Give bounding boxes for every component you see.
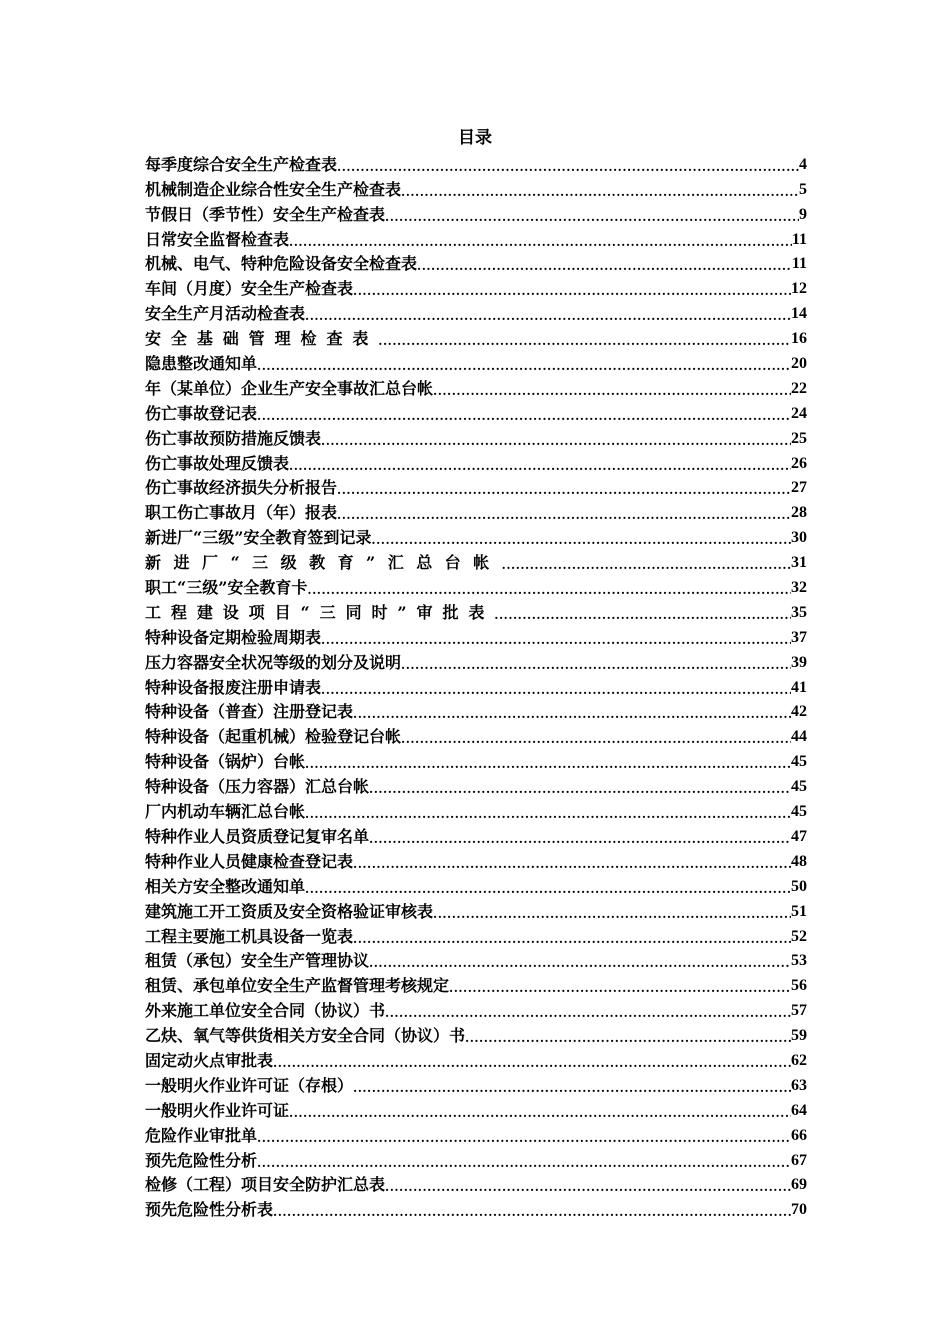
toc-entry[interactable] (145, 996, 807, 1021)
toc-entry[interactable] (145, 1146, 807, 1171)
dot-leader (353, 279, 791, 299)
toc-entry-label: 安全生产月活动检查表 (145, 304, 306, 324)
toc-entry-label: 职工伤亡事故月（年）报表 (145, 503, 338, 523)
dot-leader (353, 1076, 791, 1096)
toc-entry-label: 伤亡事故经济损失分析报告 (145, 478, 338, 498)
toc-entry-label: 每季度综合安全生产检查表 (145, 154, 338, 174)
toc-entry[interactable] (145, 250, 807, 275)
toc-entry-page-number: 42 (791, 703, 807, 721)
toc-entry-page-number: 51 (791, 902, 807, 920)
toc-entry-page-number: 45 (791, 753, 807, 771)
toc-entry-page-number: 57 (791, 1002, 807, 1020)
toc-entry-page-number: 25 (791, 429, 807, 447)
toc-entry[interactable] (145, 449, 807, 474)
toc-entry[interactable] (145, 772, 807, 797)
toc-entry-page-number: 30 (791, 529, 807, 547)
dot-leader (307, 578, 791, 598)
toc-entry-label: 特种设备定期检验周期表 (145, 627, 322, 647)
toc-entry-page-number: 12 (791, 280, 807, 298)
dot-leader (337, 155, 799, 175)
toc-entry[interactable] (145, 225, 807, 250)
toc-entry[interactable] (145, 897, 807, 922)
dot-leader (369, 777, 791, 797)
toc-entry-label: 压力容器安全状况等级的划分及说明 (145, 652, 402, 672)
toc-entry-page-number: 28 (791, 504, 807, 522)
toc-entry-label: 伤亡事故处理反馈表 (145, 453, 290, 473)
toc-entry-page-number: 11 (791, 255, 807, 273)
toc-entry[interactable] (145, 399, 807, 424)
dot-leader (433, 902, 791, 922)
toc-entry-label: 安全基础管理检查表 (145, 329, 379, 349)
toc-entry[interactable] (145, 1046, 807, 1071)
toc-entry[interactable] (145, 374, 807, 399)
toc-entry[interactable] (145, 822, 807, 847)
toc-entry[interactable] (145, 698, 807, 723)
toc-entry-page-number: 63 (791, 1076, 807, 1094)
toc-entry-page-number: 22 (791, 379, 807, 397)
dot-leader (257, 1151, 791, 1171)
toc-entry-page-number: 5 (799, 180, 807, 198)
dot-leader (353, 927, 791, 947)
toc-entry-label: 特种作业人员资质登记复审名单 (145, 826, 370, 846)
toc-title: 目录 (458, 128, 492, 148)
toc-entry-page-number: 35 (791, 603, 807, 621)
dot-leader (289, 454, 791, 474)
toc-entry[interactable] (145, 922, 807, 947)
toc-entry-page-number: 32 (791, 579, 807, 597)
toc-entry-label: 工程建设项目“三同时”审批表 (145, 602, 495, 622)
dot-leader (465, 1026, 791, 1046)
dot-leader (378, 329, 791, 349)
toc-entry-label: 相关方安全整改通知单 (145, 876, 306, 896)
dot-leader (401, 653, 791, 673)
toc-entry-page-number: 67 (791, 1151, 807, 1169)
toc-entry[interactable] (145, 797, 807, 822)
toc-entry[interactable] (145, 648, 807, 673)
toc-entry[interactable] (145, 1071, 807, 1096)
toc-entry[interactable] (145, 673, 807, 698)
dot-leader (371, 528, 791, 548)
toc-list (145, 150, 807, 1220)
dot-leader (369, 827, 791, 847)
toc-entry-page-number: 24 (791, 404, 807, 422)
toc-entry-page-number: 9 (799, 205, 807, 223)
toc-entry-page-number: 45 (791, 803, 807, 821)
toc-entry-page-number: 37 (791, 628, 807, 646)
toc-entry-label: 特种设备（压力容器）汇总台帐 (145, 777, 370, 797)
dot-leader (385, 205, 799, 225)
toc-entry-label: 年（某单位）企业生产安全事故汇总台帐 (145, 378, 434, 398)
toc-entry-label: 检修（工程）项目安全防护汇总表 (145, 1175, 386, 1195)
toc-entry-page-number: 20 (791, 355, 807, 373)
toc-entry[interactable] (145, 872, 807, 897)
dot-leader (257, 1126, 791, 1146)
toc-entry-label: 租赁（承包）安全生产管理协议 (145, 951, 370, 971)
toc-entry-label: 新进厂“三级教育”汇总台帐 (145, 553, 502, 573)
dot-leader (353, 852, 791, 872)
dot-leader (257, 404, 791, 424)
toc-entry-page-number: 59 (791, 1027, 807, 1045)
toc-entry-label: 特种设备报废注册申请表 (145, 677, 322, 697)
toc-entry-page-number: 69 (791, 1176, 807, 1194)
dot-leader (289, 1101, 791, 1121)
dot-leader (257, 354, 791, 374)
dot-leader (305, 802, 791, 822)
toc-entry[interactable] (145, 722, 807, 747)
toc-entry-label: 伤亡事故登记表 (145, 403, 258, 423)
toc-entry-label: 伤亡事故预防措施反馈表 (145, 428, 322, 448)
toc-entry-page-number: 53 (791, 952, 807, 970)
toc-entry[interactable] (145, 1171, 807, 1196)
toc-entry[interactable] (145, 971, 807, 996)
dot-leader (385, 1001, 791, 1021)
toc-entry-page-number: 41 (791, 678, 807, 696)
dot-leader (321, 628, 791, 648)
toc-entry[interactable] (145, 1121, 807, 1146)
toc-entry-page-number: 27 (791, 479, 807, 497)
toc-entry-page-number: 4 (799, 155, 807, 173)
dot-leader (401, 180, 799, 200)
dot-leader (449, 976, 791, 996)
toc-entry-page-number: 39 (791, 653, 807, 671)
toc-entry-page-number: 48 (791, 852, 807, 870)
toc-entry[interactable] (145, 623, 807, 648)
dot-leader (305, 304, 791, 324)
toc-entry[interactable] (145, 747, 807, 772)
toc-entry-label: 预先危险性分析 (145, 1150, 258, 1170)
toc-entry-label: 预先危险性分析表 (145, 1200, 274, 1220)
toc-entry[interactable] (145, 274, 807, 299)
dot-leader (337, 503, 791, 523)
dot-leader (433, 379, 791, 399)
toc-entry-page-number: 52 (791, 927, 807, 945)
toc-entry-label: 新进厂“三级”安全教育签到记录 (145, 528, 372, 548)
dot-leader (337, 478, 791, 498)
dot-leader (417, 254, 792, 274)
toc-entry[interactable] (145, 598, 807, 623)
toc-entry-label: 特种设备（起重机械）检验登记台帐 (145, 727, 402, 747)
dot-leader (305, 752, 791, 772)
toc-entry-page-number: 11 (791, 230, 807, 248)
toc-entry-label: 一般明火作业许可证（存根） (145, 1075, 354, 1095)
toc-entry-label: 日常安全监督检查表 (145, 229, 290, 249)
toc-entry[interactable] (145, 1096, 807, 1121)
dot-leader (273, 1200, 791, 1220)
toc-entry[interactable] (145, 573, 807, 598)
toc-entry-page-number: 70 (791, 1201, 807, 1219)
toc-entry-label: 职工“三级”安全教育卡 (145, 578, 308, 598)
toc-entry[interactable] (145, 474, 807, 499)
toc-entry[interactable] (145, 548, 807, 573)
toc-entry-label: 危险作业审批单 (145, 1125, 258, 1145)
toc-entry[interactable] (145, 175, 807, 200)
toc-entry-label: 节假日（季节性）安全生产检查表 (145, 204, 386, 224)
toc-entry[interactable] (145, 424, 807, 449)
dot-leader (305, 877, 791, 897)
toc-entry-page-number: 66 (791, 1126, 807, 1144)
toc-entry-page-number: 50 (791, 877, 807, 895)
toc-entry-label: 乙炔、氧气等供货相关方安全合同（协议）书 (145, 1026, 466, 1046)
dot-leader (385, 1175, 791, 1195)
toc-entry-label: 租赁、承包单位安全生产监督管理考核规定 (145, 976, 450, 996)
toc-entry-label: 隐患整改通知单 (145, 354, 258, 374)
toc-entry[interactable] (145, 349, 807, 374)
toc-entry-page-number: 16 (791, 330, 807, 348)
toc-entry-label: 特种设备（普查）注册登记表 (145, 702, 354, 722)
dot-leader (321, 678, 791, 698)
toc-entry-page-number: 62 (791, 1051, 807, 1069)
toc-entry-page-number: 26 (791, 454, 807, 472)
toc-entry-label: 固定动火点审批表 (145, 1050, 274, 1070)
toc-entry-page-number: 64 (791, 1101, 807, 1119)
dot-leader (401, 727, 791, 747)
toc-entry-page-number: 47 (791, 827, 807, 845)
toc-entry-label: 特种设备（锅炉）台帐 (145, 752, 306, 772)
toc-entry[interactable] (145, 1021, 807, 1046)
toc-entry-label: 建筑施工开工资质及安全资格验证审核表 (145, 901, 434, 921)
toc-entry-label: 一般明火作业许可证 (145, 1100, 290, 1120)
dot-leader (273, 1051, 791, 1071)
toc-entry[interactable] (145, 324, 807, 349)
dot-leader (502, 553, 791, 573)
toc-entry-page-number: 14 (791, 305, 807, 323)
toc-entry-label: 机械、电气、特种危险设备安全检查表 (145, 254, 418, 274)
dot-leader (369, 951, 791, 971)
toc-entry-page-number: 56 (791, 977, 807, 995)
toc-entry-label: 机械制造企业综合性安全生产检查表 (145, 179, 402, 199)
toc-entry[interactable] (145, 299, 807, 324)
toc-entry-page-number: 45 (791, 778, 807, 796)
toc-entry-label: 工程主要施工机具设备一览表 (145, 926, 354, 946)
dot-leader (321, 429, 791, 449)
toc-entry[interactable] (145, 523, 807, 548)
toc-entry-label: 外来施工单位安全合同（协议）书 (145, 1001, 386, 1021)
toc-entry[interactable] (145, 947, 807, 972)
dot-leader (353, 702, 791, 722)
toc-entry-page-number: 31 (791, 554, 807, 572)
dot-leader (289, 230, 792, 250)
toc-entry[interactable] (145, 150, 807, 175)
dot-leader (494, 603, 791, 623)
toc-entry-label: 车间（月度）安全生产检查表 (145, 279, 354, 299)
toc-entry-label: 厂内机动车辆汇总台帐 (145, 802, 306, 822)
toc-entry[interactable] (145, 1195, 807, 1220)
toc-entry-label: 特种作业人员健康检查登记表 (145, 851, 354, 871)
toc-entry-page-number: 44 (791, 728, 807, 746)
toc-entry[interactable] (145, 847, 807, 872)
toc-entry[interactable] (145, 200, 807, 225)
toc-entry[interactable] (145, 498, 807, 523)
